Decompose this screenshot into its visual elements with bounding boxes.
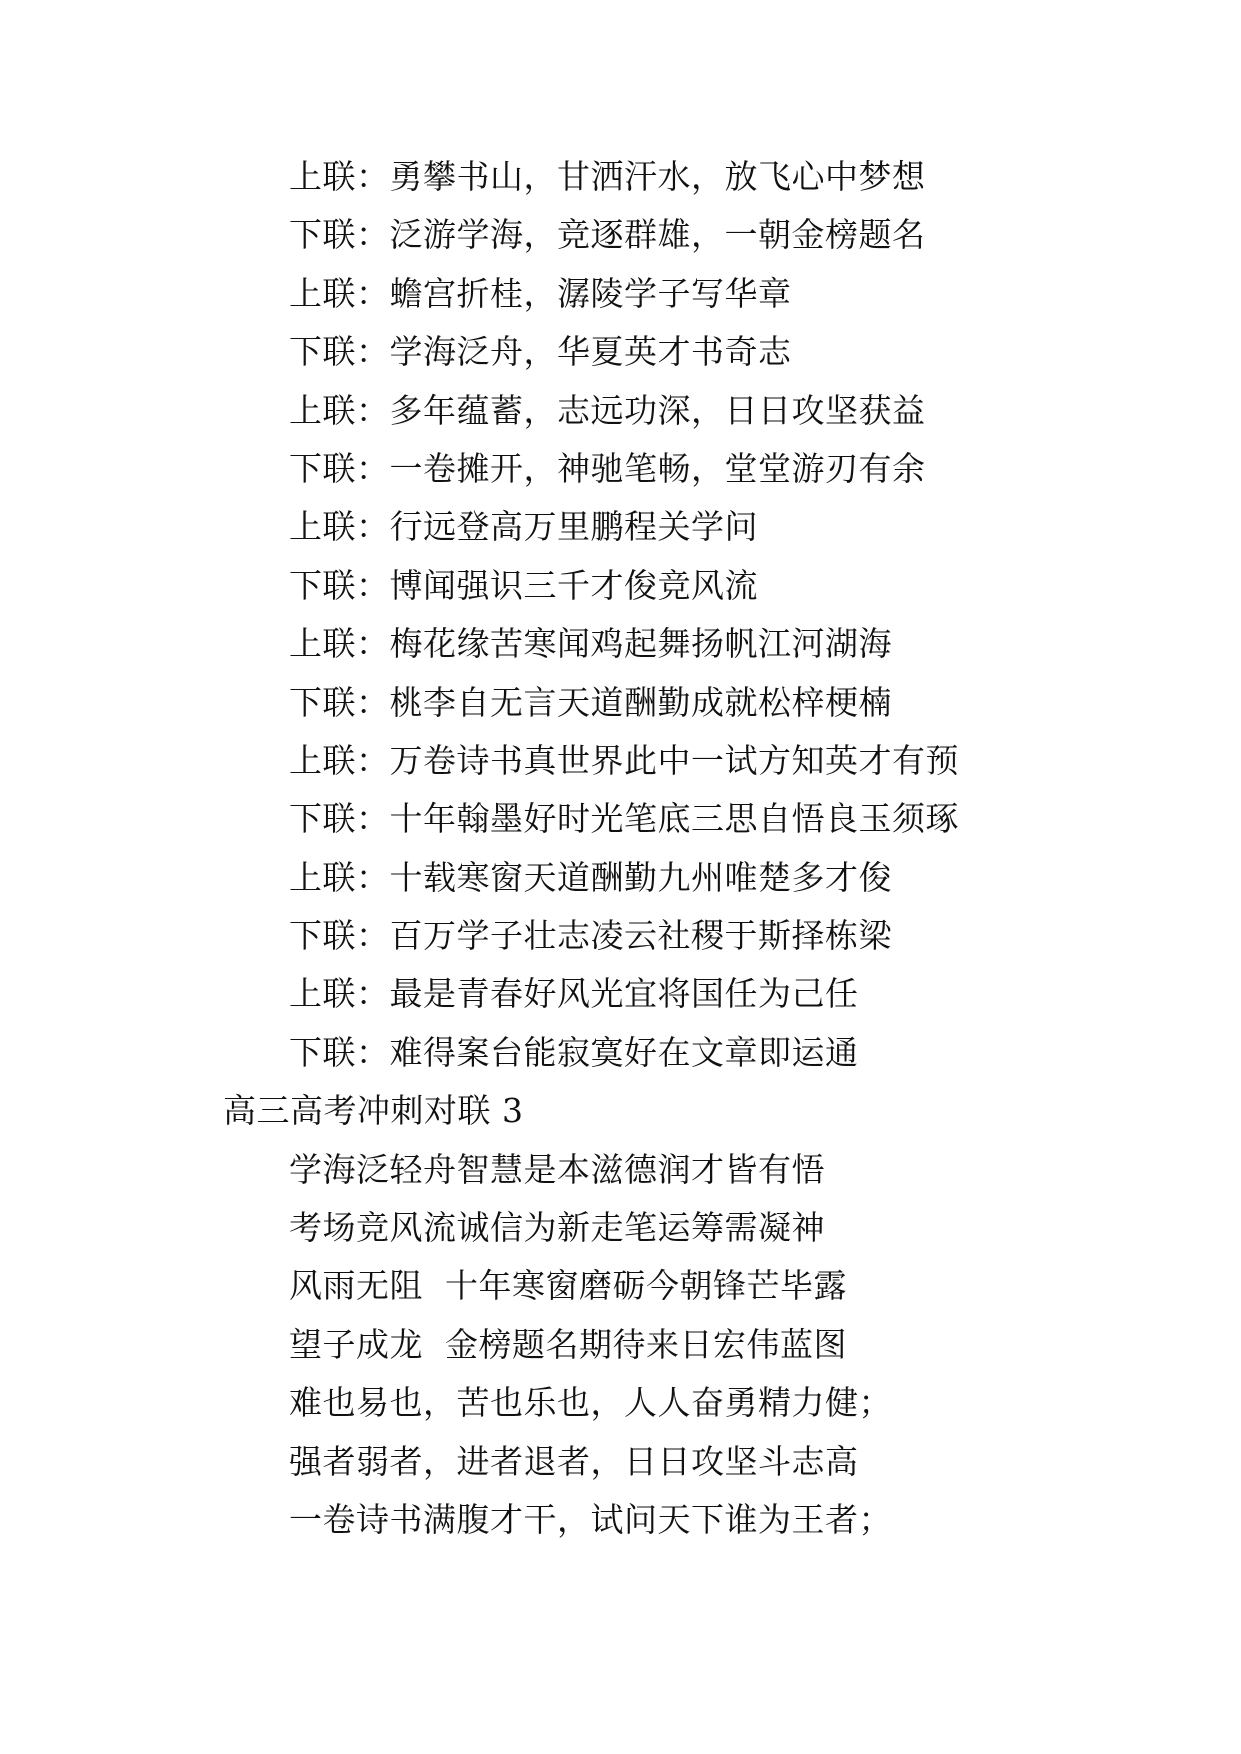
- section-line: 难也易也，苦也乐也，人人奋勇精力健；: [289, 1383, 892, 1423]
- section-heading: 高三高考冲刺对联 3: [223, 1091, 524, 1131]
- couplet-line: 上联：十载寒窗天道酬勤九州唯楚多才俊: [289, 857, 892, 897]
- document-page: [0, 148, 1241, 1549]
- couplet-line: 上联：梅花缘苦寒闻鸡起舞扬帆江河湖海: [289, 624, 892, 664]
- section-line: 一卷诗书满腹才干，试问天下谁为王者；: [289, 1499, 892, 1539]
- couplet-line: 下联：难得案台能寂寞好在文章即运通: [289, 1032, 859, 1072]
- section-line: 强者弱者，进者退者，日日攻坚斗志高: [289, 1441, 859, 1481]
- section-line: 学海泛轻舟智慧是本滋德润才皆有悟: [289, 1149, 825, 1189]
- couplet-line: 上联：蟾宫折桂，潺陵学子写华章: [289, 273, 792, 313]
- section-line: 风雨无阻 十年寒窗磨砺今朝锋芒毕露: [289, 1266, 847, 1306]
- couplet-line: 下联：桃李自无言天道酬勤成就松梓梗楠: [289, 682, 892, 722]
- couplet-line: 下联：一卷摊开，神驰笔畅，堂堂游刃有余: [289, 448, 926, 488]
- couplet-line: 下联：学海泛舟，华夏英才书奇志: [289, 332, 792, 372]
- couplet-line: 上联：万卷诗书真世界此中一试方知英才有预: [289, 740, 959, 780]
- couplet-line: 上联：最是青春好风光宜将国任为己任: [289, 974, 859, 1014]
- couplet-line: 下联：百万学子壮志凌云社稷于斯择栋梁: [289, 916, 892, 956]
- couplet-line: 上联：多年蕴蓄，志远功深，日日攻坚获益: [289, 390, 926, 430]
- couplet-list: [0, 148, 1241, 1082]
- couplet-line: 上联：勇攀书山，甘洒汗水，放飞心中梦想: [289, 157, 926, 196]
- couplet-line: 上联：行远登高万里鹏程关学问: [289, 507, 758, 547]
- couplet-line: 下联：博闻强识三千才俊竞风流: [289, 565, 758, 605]
- section-lines: [0, 1141, 1241, 1550]
- section-line: 考场竞风流诚信为新走笔运筹需凝神: [289, 1208, 825, 1248]
- couplet-line: 下联：十年翰墨好时光笔底三思自悟良玉须琢: [289, 799, 959, 839]
- section-line: 望子成龙 金榜题名期待来日宏伟蓝图: [289, 1324, 847, 1364]
- couplet-line: 下联：泛游学海，竞逐群雄，一朝金榜题名: [289, 215, 926, 255]
